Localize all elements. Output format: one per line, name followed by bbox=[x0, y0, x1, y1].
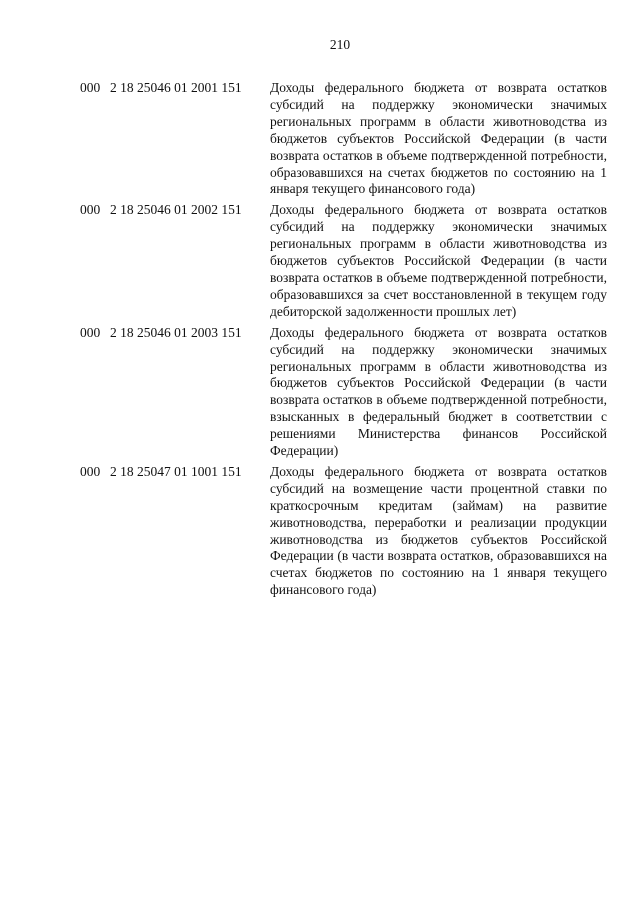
income-description: Доходы федерального бюджета от возврата остатков субсидий на поддержку экономически значимых региональных программ в области животноводства из бюджетов субъектов Российской Федерации (в части возврата остатков в объеме подтвержденной потребности, образовавшихся за счет восстановленной в текущем году дебиторской задолженности прошлых лет) bbox=[270, 202, 607, 319]
admin-code: 000 bbox=[80, 324, 101, 340]
income-description: Доходы федерального бюджета от возврата остатков субсидий на поддержку экономически значимых региональных программ в области животноводства из бюджетов субъектов Российской Федерации (в части возврата остатков в объеме подтвержденной потребности, образовавшихся на счетах бюджетов по состоянию на 1 января текущего финансового года) bbox=[270, 80, 607, 197]
income-classification-code: 2 18 25046 01 2002 151 bbox=[110, 202, 242, 218]
income-classification-code: 2 18 25047 01 1001 151 bbox=[110, 463, 242, 479]
income-classification-code: 2 18 25046 01 2003 151 bbox=[110, 324, 242, 340]
budget-code-list bbox=[0, 80, 640, 603]
admin-code: 000 bbox=[80, 202, 101, 218]
income-description: Доходы федерального бюджета от возврата остатков субсидий на поддержку экономически значимых региональных программ в области животноводства из бюджетов субъектов Российской Федерации (в части возврата остатков в объеме подтвержденной потребности, взысканных в федеральный бюджет в соответствии с решениями Министерства финансов Российской Федерации) bbox=[270, 324, 607, 459]
page-number: 210 bbox=[329, 37, 351, 52]
budget-code-entry bbox=[0, 80, 640, 198]
income-description: Доходы федерального бюджета от возврата остатков субсидий на возмещение части процентной ставки по краткосрочным кредитам (займам) на развитие животноводства, переработки и реализации продукции животноводства из бюджетов субъектов Российской Федерации (в части возврата остатков, образовавшихся на счетах бюджетов по состоянию на 1 января текущего финансового года) bbox=[270, 463, 607, 598]
budget-code-entry bbox=[0, 325, 640, 460]
admin-code: 000 bbox=[80, 463, 101, 479]
admin-code: 000 bbox=[80, 80, 101, 95]
budget-code-entry bbox=[0, 464, 640, 599]
budget-code-entry bbox=[0, 202, 640, 320]
income-classification-code: 2 18 25046 01 2001 151 bbox=[110, 80, 242, 95]
